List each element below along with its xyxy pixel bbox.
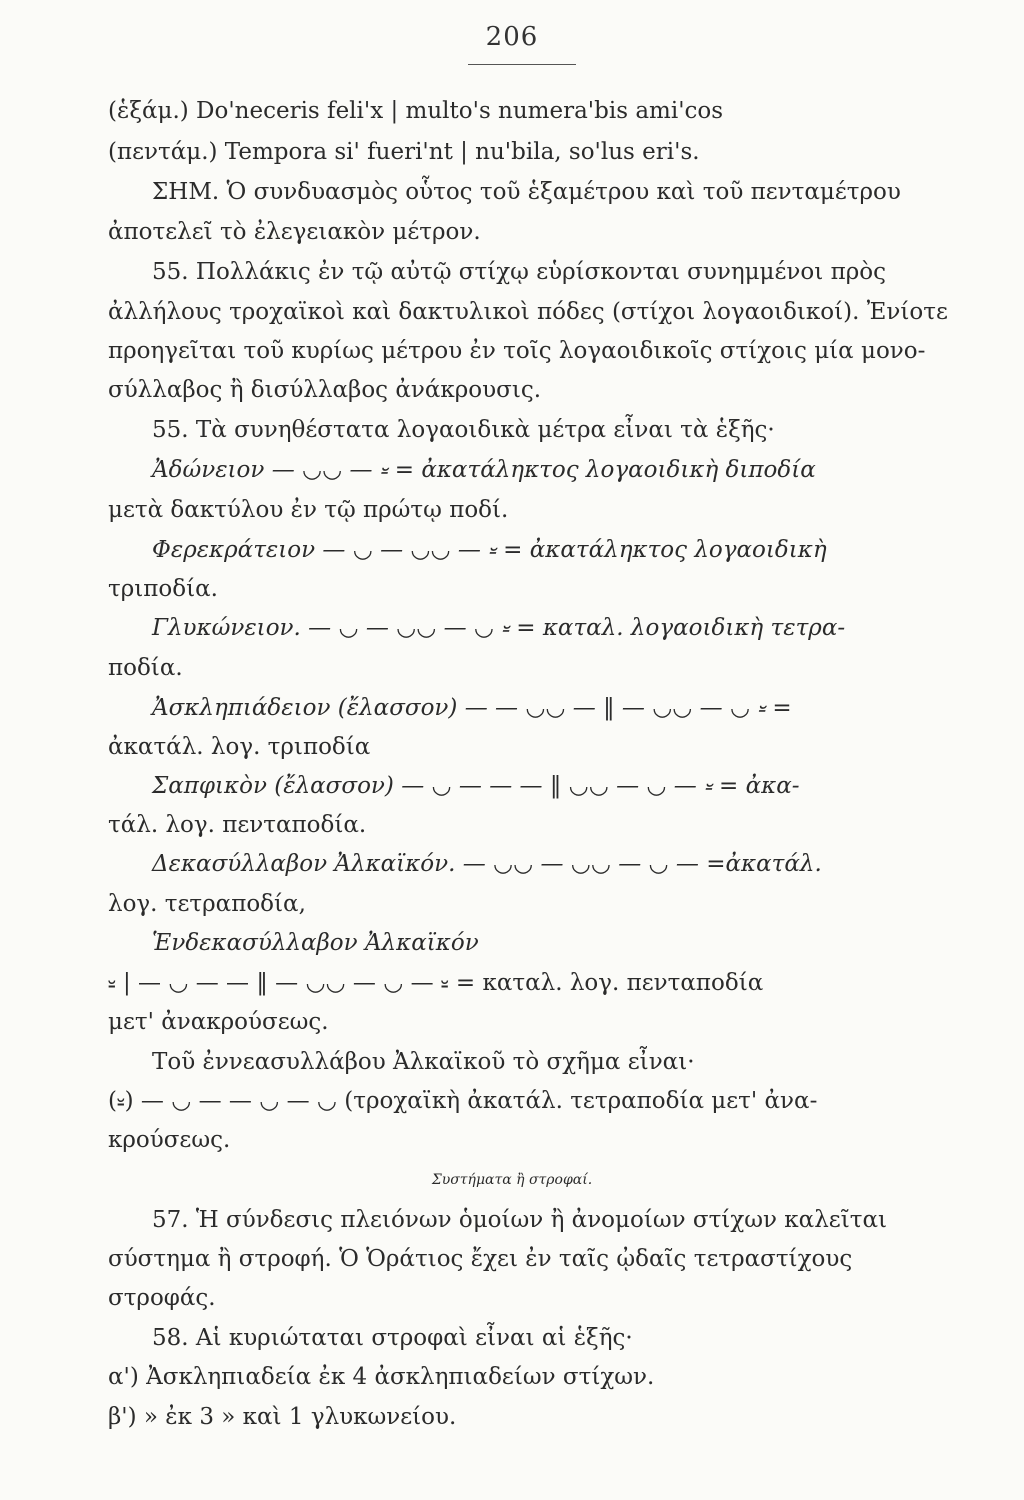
text-line: προηγεῖται τοῦ κυρίως μέτρου ἐν τοῖς λογαοιδικοῖς στίχοις μία μονο- (108, 338, 926, 364)
text-line: 55. Πολλάκις ἐν τῷ αὐτῷ στίχῳ εὑρίσκονται συνημμένοι πρὸς (152, 259, 886, 285)
text-line: ποδία. (108, 655, 183, 681)
meter-line: Φερεκράτειον — ◡ — ◡◡ — ⏓ = ἀκατάληκτος λογαοιδικὴ (152, 537, 827, 563)
text-line: 58. Αἱ κυριώταται στροφαὶ εἶναι αἱ ἑξῆς· (152, 1325, 633, 1351)
text-line: τριποδία. (108, 576, 218, 602)
meter-line: (⏓) — ◡ — — ◡ — ◡ (τροχαϊκὴ ἀκατάλ. τετραποδία μετ' ἀνα- (108, 1088, 818, 1114)
header-rule (468, 64, 576, 65)
text-line: στροφάς. (108, 1285, 216, 1311)
text-line: κρούσεως. (108, 1127, 231, 1153)
meter-line: Ἀσκληπιάδειον (ἔλασσον) — — ◡◡ — ‖ — ◡◡ — ◡ ⏓ = (152, 695, 792, 721)
text-line: μετὰ δακτύλου ἐν τῷ πρώτῳ ποδί. (108, 497, 509, 523)
text-line: ἀποτελεῖ τὸ ἐλεγειακὸν μέτρον. (108, 219, 481, 245)
text-line: λογ. τετραποδία, (108, 891, 306, 917)
text-line: Τοῦ ἐννεασυλλάβου Ἀλκαϊκοῦ τὸ σχῆμα εἶναι· (152, 1049, 695, 1075)
text-line: ἀκατάλ. λογ. τριποδία (108, 734, 371, 760)
meter-line: ⏓ | — ◡ — — ‖ — ◡◡ — ◡ — ⏓ = καταλ. λογ. πενταποδία (108, 970, 764, 996)
text-line: ἀλλήλους τροχαϊκοὶ καὶ δακτυλικοὶ πόδες (στίχοι λογαοιδικοί). Ἐνίοτε (108, 299, 948, 325)
page-number: 206 (485, 22, 539, 52)
text-line: τάλ. λογ. πενταποδία. (108, 812, 367, 838)
text-line: ΣΗΜ. Ὁ συνδυασμὸς οὗτος τοῦ ἑξαμέτρου καὶ τοῦ πενταμέτρου (152, 179, 901, 205)
text-line: 57. Ἡ σύνδεσις πλειόνων ὁμοίων ἢ ἀνομοίων στίχων καλεῖται (152, 1207, 888, 1233)
text-line: (ἑξάμ.) Do'neceris feli'x | multo's numera'bis ami'cos (108, 98, 724, 124)
text-line: 55. Τὰ συνηθέστατα λογαοιδικὰ μέτρα εἶναι τὰ ἑξῆς· (152, 417, 775, 443)
text-line: α') Ἀσκληπιαδεία ἐκ 4 ἀσκληπιαδείων στίχων. (108, 1364, 655, 1390)
meter-line: Γλυκώνειον. — ◡ — ◡◡ — ◡ ⏓ = καταλ. λογαοιδικὴ τετρα- (152, 615, 846, 641)
section-heading: Συστήματα ἢ στροφαί. (431, 1172, 593, 1188)
text-line: (πεντάμ.) Tempora si' fueri'nt | nu'bila, so'lus eri's. (108, 139, 700, 165)
meter-line: Δεκασύλλαβον Ἀλκαϊκόν. — ◡◡ — ◡◡ — ◡ — =ἀκατάλ. (152, 851, 822, 877)
text-line: μετ' ἀνακρούσεως. (108, 1009, 329, 1035)
meter-line: Ἑνδεκασύλλαβον Ἀλκαϊκόν (152, 930, 479, 956)
meter-line: Σαπφικὸν (ἔλασσον) — ◡ — — — ‖ ◡◡ — ◡ — ⏓ = ἀκα- (152, 773, 800, 799)
meter-line: Ἀδώνειον — ◡◡ — ⏓ = ἀκατάληκτος λογαοιδικὴ διποδία (152, 457, 816, 483)
text-line: σύστημα ἢ στροφή. Ὁ Ὁράτιος ἔχει ἐν ταῖς ᾠδαῖς τετραστίχους (108, 1246, 853, 1272)
text-line: β') » ἐκ 3 » καὶ 1 γλυκωνείου. (108, 1404, 457, 1430)
text-line: σύλλαβος ἢ δισύλλαβος ἀνάκρουσις. (108, 377, 542, 403)
